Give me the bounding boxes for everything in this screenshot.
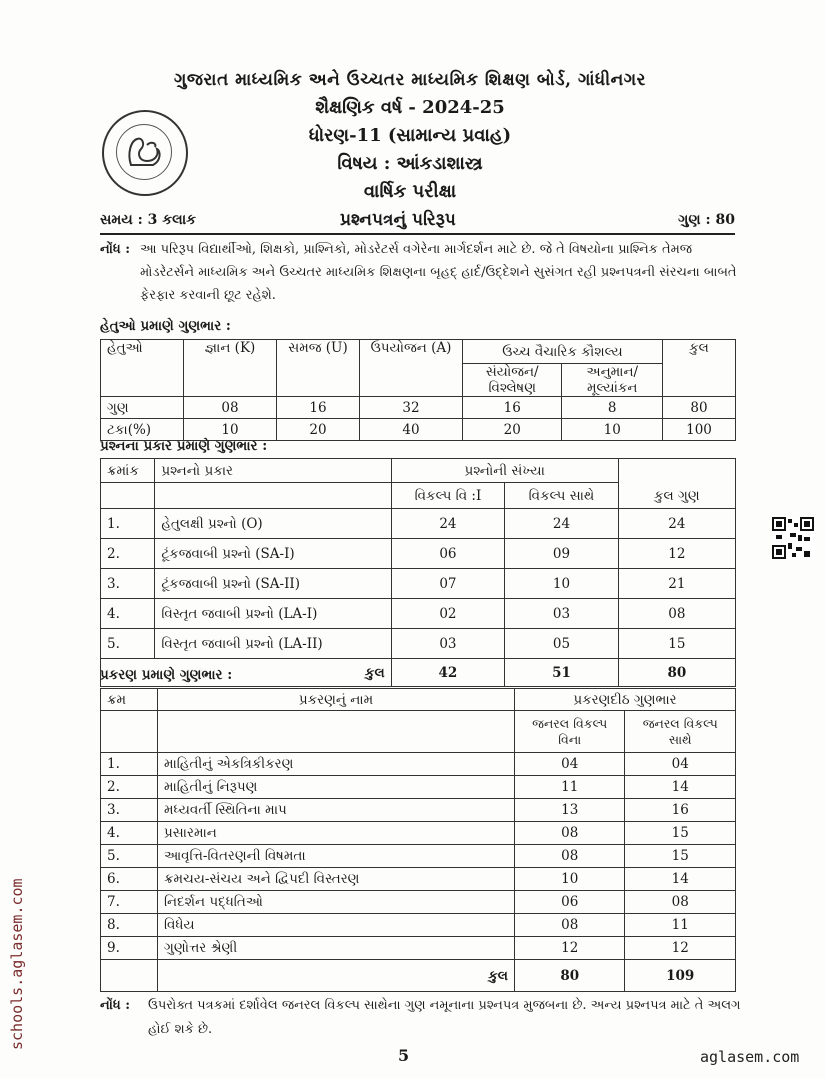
chapter-weightage-table [100,688,736,992]
cell: 08 [184,397,277,419]
cell: 14 [625,868,736,891]
cell: 03 [505,599,619,629]
cell: ટૂંકજવાબી પ્રશ્નો (SA-I) [155,539,391,569]
cell: 13 [514,799,625,822]
col-type-empty [155,483,391,509]
cell: 15 [625,845,736,868]
row-label: ગુણ [101,397,184,419]
cell: 109 [625,960,736,992]
col-evaluation: અનુમાન/મૂલ્યાંકન [562,364,663,397]
cell: પ્રસારમાન [157,822,514,845]
cell: 16 [277,397,360,419]
page-number: 5 [398,1046,410,1065]
col-total: કુલ [663,340,736,397]
col-chapter-name: પ્રકરણનું નામ [157,689,514,711]
cell: 08 [618,599,735,629]
cell: વિધેય [157,914,514,937]
col-weightage: પ્રકરણદીઠ ગુણભાર [514,689,735,711]
cell: 10 [514,868,625,891]
qr-code-icon[interactable] [772,517,814,559]
note-text: ઉપરોક્ત પત્રકમાં દર્શાવેલ જનરલ વિકલ્પ સાથેના ગુણ નમૂનાના પ્રશ્નપત્ર મુજબના છે. અન્ય પ્રશ્નપત્ર માટે તે અલગ હોઈ શકે છે. [148,998,741,1037]
cell: 11 [625,914,736,937]
cell: વિસ્તૃત જવાબી પ્રશ્નો (LA-I) [155,599,391,629]
cell: 12 [618,539,735,569]
col-application: ઉપયોજન (A) [360,340,463,397]
cell: ટૂંકજવાબી પ્રશ્નો (SA-II) [155,569,391,599]
cell: 15 [618,629,735,659]
cell: 7. [101,891,158,914]
col-sr-empty [101,711,158,753]
col-count: પ્રશ્નોની સંખ્યા [391,459,618,483]
cell: 24 [505,509,619,539]
total-label: કુલ [157,960,514,992]
cell: નિદર્શન પદ્ધતિઓ [157,891,514,914]
cell: 1. [101,753,158,776]
table-row [101,509,736,539]
table-row [101,937,736,960]
cell: 06 [391,539,505,569]
cell: 51 [505,659,619,687]
cell: 80 [514,960,625,992]
table-row [101,397,736,419]
cell: 06 [514,891,625,914]
cell: 4. [101,822,158,845]
cell: 80 [663,397,736,419]
cell: 5. [101,845,158,868]
paper-meta-row [100,210,735,234]
cell: આવૃત્તિ-વિતરણની વિષમતા [157,845,514,868]
col-sr-empty [101,483,155,509]
cell: 04 [514,753,625,776]
cell: 40 [360,419,463,441]
cell: 07 [391,569,505,599]
cell: 08 [514,845,625,868]
note-text: આ પરિરૂપ વિદ્યાર્થીઓ, શિક્ષકો, પ્રાશ્નિકો, મોડરેટર્સ વગેરેના માર્ગદર્શન માટે છે. જે તે વિષયોના પ્રાશ્નિક તેમજ મોડરેટર્સને માધ્યમિક અને ઉચ્ચતર માધ્યમિક શિક્ષણના બૃહદ્ હાર્દ/ઉદ્દેશને સુસંગત રહી પ્રશ્નપત્રની સંરચના બાબતે ફેરફાર કરવાની છૂટ રહેશે. [140,242,737,303]
col-without-option: વિકલ્પ વિ :I [391,483,505,509]
watermark-site: aglasem.com [700,1048,800,1066]
cell: 15 [625,822,736,845]
cell: 42 [391,659,505,687]
col-with-general-option: જનરલ વિકલ્પ સાથે [625,711,736,753]
watermark-vertical: schools.aglasem.com [8,878,26,1050]
cell: 9. [101,937,158,960]
cell: 10 [562,419,663,441]
col-type: પ્રશ્નનો પ્રકાર [155,459,391,483]
header-divider [100,233,735,235]
cell: 80 [618,659,735,687]
exam-duration: સમય : 3 કલાક [100,212,197,228]
cell: 2. [101,539,155,569]
table-row [101,914,736,937]
section-title-chapters: પ્રકરણ પ્રમાણે ગુણભાર : [100,667,233,683]
table-row [101,569,736,599]
table-row [101,776,736,799]
cell: 20 [463,419,562,441]
cell: 1. [101,509,155,539]
cell: ગુણોત્તર શ્રેણી [157,937,514,960]
swan-icon [117,125,171,179]
cell: 20 [277,419,360,441]
cell: 32 [360,397,463,419]
cell: 10 [505,569,619,599]
table-total-row [101,960,736,992]
note-top [100,238,740,307]
cell: 04 [625,753,736,776]
cell: 2. [101,776,158,799]
cell: 24 [618,509,735,539]
cell: મધ્યવર્તી સ્થિતિના માપ [157,799,514,822]
note-label: નોંધ : [100,242,131,257]
cell: 12 [514,937,625,960]
cell: 08 [625,891,736,914]
table-row [101,539,736,569]
cell: 21 [618,569,735,599]
col-with-option: વિકલ્પ સાથે [505,483,619,509]
cell: હેતુલક્ષી પ્રશ્નો (O) [155,509,391,539]
table-row [101,629,736,659]
col-name-empty [157,711,514,753]
section-title-objectives: હેતુઓ પ્રમાણે ગુણભાર : [100,318,231,334]
cell: 11 [514,776,625,799]
cell: 100 [663,419,736,441]
cell: 3. [101,569,155,599]
cell: 10 [184,419,277,441]
academic-year: શૈક્ષણિક વર્ષ - 2024-25 [315,97,505,118]
board-seal-icon [102,110,188,196]
board-name: ગુજરાત માધ્યમિક અને ઉચ્ચતર માધ્યમિક શિક્ષણ બોર્ડ, ગાંધીનગર [174,70,646,90]
note-bottom [100,994,750,1042]
section-title-question-types: પ્રશ્નના પ્રકાર પ્રમાણે ગુણભાર : [100,438,268,454]
cell: 3. [101,799,158,822]
cell: 03 [391,629,505,659]
objectives-weightage-table [100,339,736,441]
col-synthesis: સંયોજન/વિશ્લેષણ [463,364,562,397]
col-without-general-option: જનરલ વિકલ્પ વિના [514,711,625,753]
col-sr: ક્રમાંક [101,459,155,483]
cell: 24 [391,509,505,539]
cell: માહિતીનું નિરૂપણ [157,776,514,799]
table-row [101,753,736,776]
row-label: ટકા(%) [101,419,184,441]
table-row [101,891,736,914]
total-marks: ગુણ : 80 [678,212,735,228]
cell: 08 [514,914,625,937]
col-sr: ક્રમ [101,689,158,711]
cell: 4. [101,599,155,629]
cell: વિસ્તૃત જવાબી પ્રશ્નો (LA-II) [155,629,391,659]
blueprint-title: પ્રશ્નપત્રનું પરિરૂપ [340,210,456,230]
cell: 6. [101,868,158,891]
standard: ધોરણ-11 (સામાન્ય પ્રવાહ) [308,125,512,146]
table-row [101,868,736,891]
col-knowledge: જ્ઞાન (K) [184,340,277,397]
cell: 8. [101,914,158,937]
cell: 12 [625,937,736,960]
cell: 8 [562,397,663,419]
col-hots: ઉચ્ચ વૈચારિક કૌશલ્ય [463,340,663,364]
cell: 5. [101,629,155,659]
col-objective: હેતુઓ [101,340,184,397]
table-row [101,799,736,822]
question-type-table [100,458,736,687]
col-understanding: સમજ (U) [277,340,360,397]
table-row [101,599,736,629]
cell: 14 [625,776,736,799]
table-row [101,845,736,868]
table-row [101,822,736,845]
total-label: કુલ [101,659,392,687]
cell: ક્રમચય-સંચય અને દ્વિપદી વિસ્તરણ [157,868,514,891]
cell [101,960,158,992]
cell: 02 [391,599,505,629]
cell: 09 [505,539,619,569]
col-total-marks: કુલ ગુણ [618,459,735,509]
exam-name: વાર્ષિક પરીક્ષા [363,181,457,202]
cell: માહિતીનું એકત્રિકીકરણ [157,753,514,776]
subject: વિષય : આંકડાશાસ્ત્ર [337,153,483,174]
note-label: નોંધ : [100,998,131,1013]
cell: 05 [505,629,619,659]
cell: 16 [625,799,736,822]
cell: 08 [514,822,625,845]
cell: 16 [463,397,562,419]
